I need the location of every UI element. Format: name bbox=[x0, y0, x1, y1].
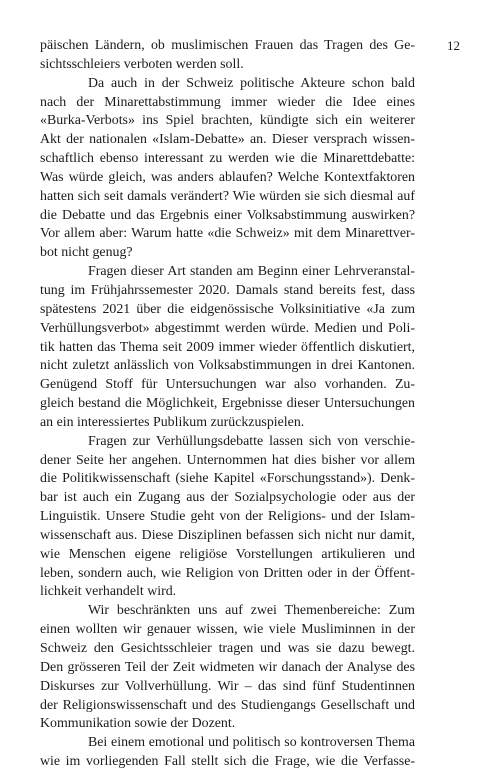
text-line: Fragen zur Verhüllungsdebatte lassen sich von verschie- bbox=[88, 433, 415, 449]
text-line: Linguistik. Unsere Studie geht von der Religions- und der Islam- bbox=[40, 509, 415, 525]
text-line: Verhüllungsverbot» abgestimmt werden würde. Medien und Poli- bbox=[40, 320, 415, 336]
text-line: Was würde gleich, was anders ablaufen? Welche Kontextfaktoren bbox=[40, 169, 415, 185]
text-line: hatten sich seit damals verändert? Wie würden sie sich diesmal auf bbox=[40, 188, 415, 204]
text-line: bot nicht genug? bbox=[40, 245, 133, 261]
text-line: Schweiz den Gesichtsschleier tragen und was sie dazu bewegt. bbox=[40, 641, 415, 656]
paragraph-4 bbox=[40, 433, 415, 603]
text-line: nicht zuletzt anlässlich von Volksabstimmungen in drei Kantonen. bbox=[40, 358, 415, 374]
text-line: lichkeit verhandelt wird. bbox=[40, 584, 177, 600]
text-line: der Religionswissenschaft und des Studiengangs Gesellschaft und bbox=[40, 697, 415, 713]
text-line: dener Seite her angehen. Unternommen hat dies bisher vor allem bbox=[40, 452, 415, 468]
paragraph-2 bbox=[40, 75, 415, 263]
paragraph-3 bbox=[40, 263, 415, 433]
text-line: einen wollten wir genauer wissen, wie viele Musliminnen in der bbox=[40, 622, 415, 638]
text-line: gleich bestand die Möglichkeit, Ergebnisse dieser Untersuchungen bbox=[40, 396, 415, 412]
text-line: Den grösseren Teil der Zeit widmeten wir danach der Analyse des bbox=[40, 659, 415, 675]
text-line: Wir beschränkten uns auf zwei Themenbereiche: Zum bbox=[88, 603, 415, 619]
text-line: wie im vorliegenden Fall stellt sich die Frage, wie die Verfasse- bbox=[40, 754, 415, 770]
text-line: Vor allem aber: Warum hatte «die Schweiz» mit dem Minarettver- bbox=[40, 226, 415, 242]
text-line: Genügend Stoff für Untersuchungen war also vorhanden. Zu- bbox=[40, 377, 415, 393]
text-line: tik hatten das Thema seit 2009 immer wieder öffentlich diskutiert, bbox=[40, 339, 415, 355]
text-line: Diskurses zur Vollverhüllung. Wir – das sind fünf Studentinnen bbox=[40, 678, 415, 694]
body-text bbox=[40, 37, 415, 772]
text-line: wissenschaft aus. Diese Disziplinen befassen sich nicht nur damit, bbox=[40, 527, 415, 543]
paragraph-5 bbox=[40, 602, 415, 734]
text-line: bar ist auch ein Zugang aus der Sozialpsychologie oder aus der bbox=[40, 490, 415, 506]
text-line: Fragen dieser Art standen am Beginn einer Lehrveranstal- bbox=[88, 264, 415, 280]
text-line: leben, sondern auch, wie Religion von Dritten oder in der Öffent- bbox=[40, 565, 415, 581]
text-line: «Burka-Verbots» ins Spiel brachten, kündigte sich ein weiterer bbox=[40, 113, 415, 129]
text-line: schaftlich ebenso interessant zu werden wie die Minarettdebatte: bbox=[40, 151, 415, 167]
text-line: an ein interessiertes Publikum zurückzuspielen. bbox=[40, 414, 305, 430]
paragraph-1 bbox=[40, 37, 415, 75]
text-line: Akt der nationalen «Islam-Debatte» an. Dieser versprach wissen- bbox=[40, 132, 415, 148]
text-line: Da auch in der Schweiz politische Akteure schon bald bbox=[88, 75, 415, 91]
text-line: spätestens 2021 über die eidgenössische Volksinitiative «Ja zum bbox=[40, 301, 415, 317]
paragraph-6 bbox=[40, 734, 415, 772]
page-number: 12 bbox=[447, 38, 460, 53]
text-line: die Debatte und das Ergebnis einer Volksabstimmung auswirken? bbox=[40, 207, 415, 223]
text-line: nach der Minarettabstimmung immer wieder die Idee eines bbox=[40, 94, 415, 110]
text-line: die Politikwissenschaft (siehe Kapitel «Forschungsstand»). Denk- bbox=[40, 471, 415, 487]
text-line: wie Menschen eigene religiöse Vorstellungen artikulieren und bbox=[40, 546, 415, 562]
text-line: sichtsschleiers verboten werden soll. bbox=[40, 56, 244, 72]
text-line: päischen Ländern, ob muslimischen Frauen das Tragen des Ge- bbox=[40, 38, 415, 53]
text-line: Kommunikation sowie der Dozent. bbox=[40, 716, 236, 732]
text-line: Bei einem emotional und politisch so kontroversen Thema bbox=[88, 735, 415, 751]
text-line: tung im Frühjahrssemester 2020. Damals stand bereits fest, dass bbox=[40, 282, 415, 298]
